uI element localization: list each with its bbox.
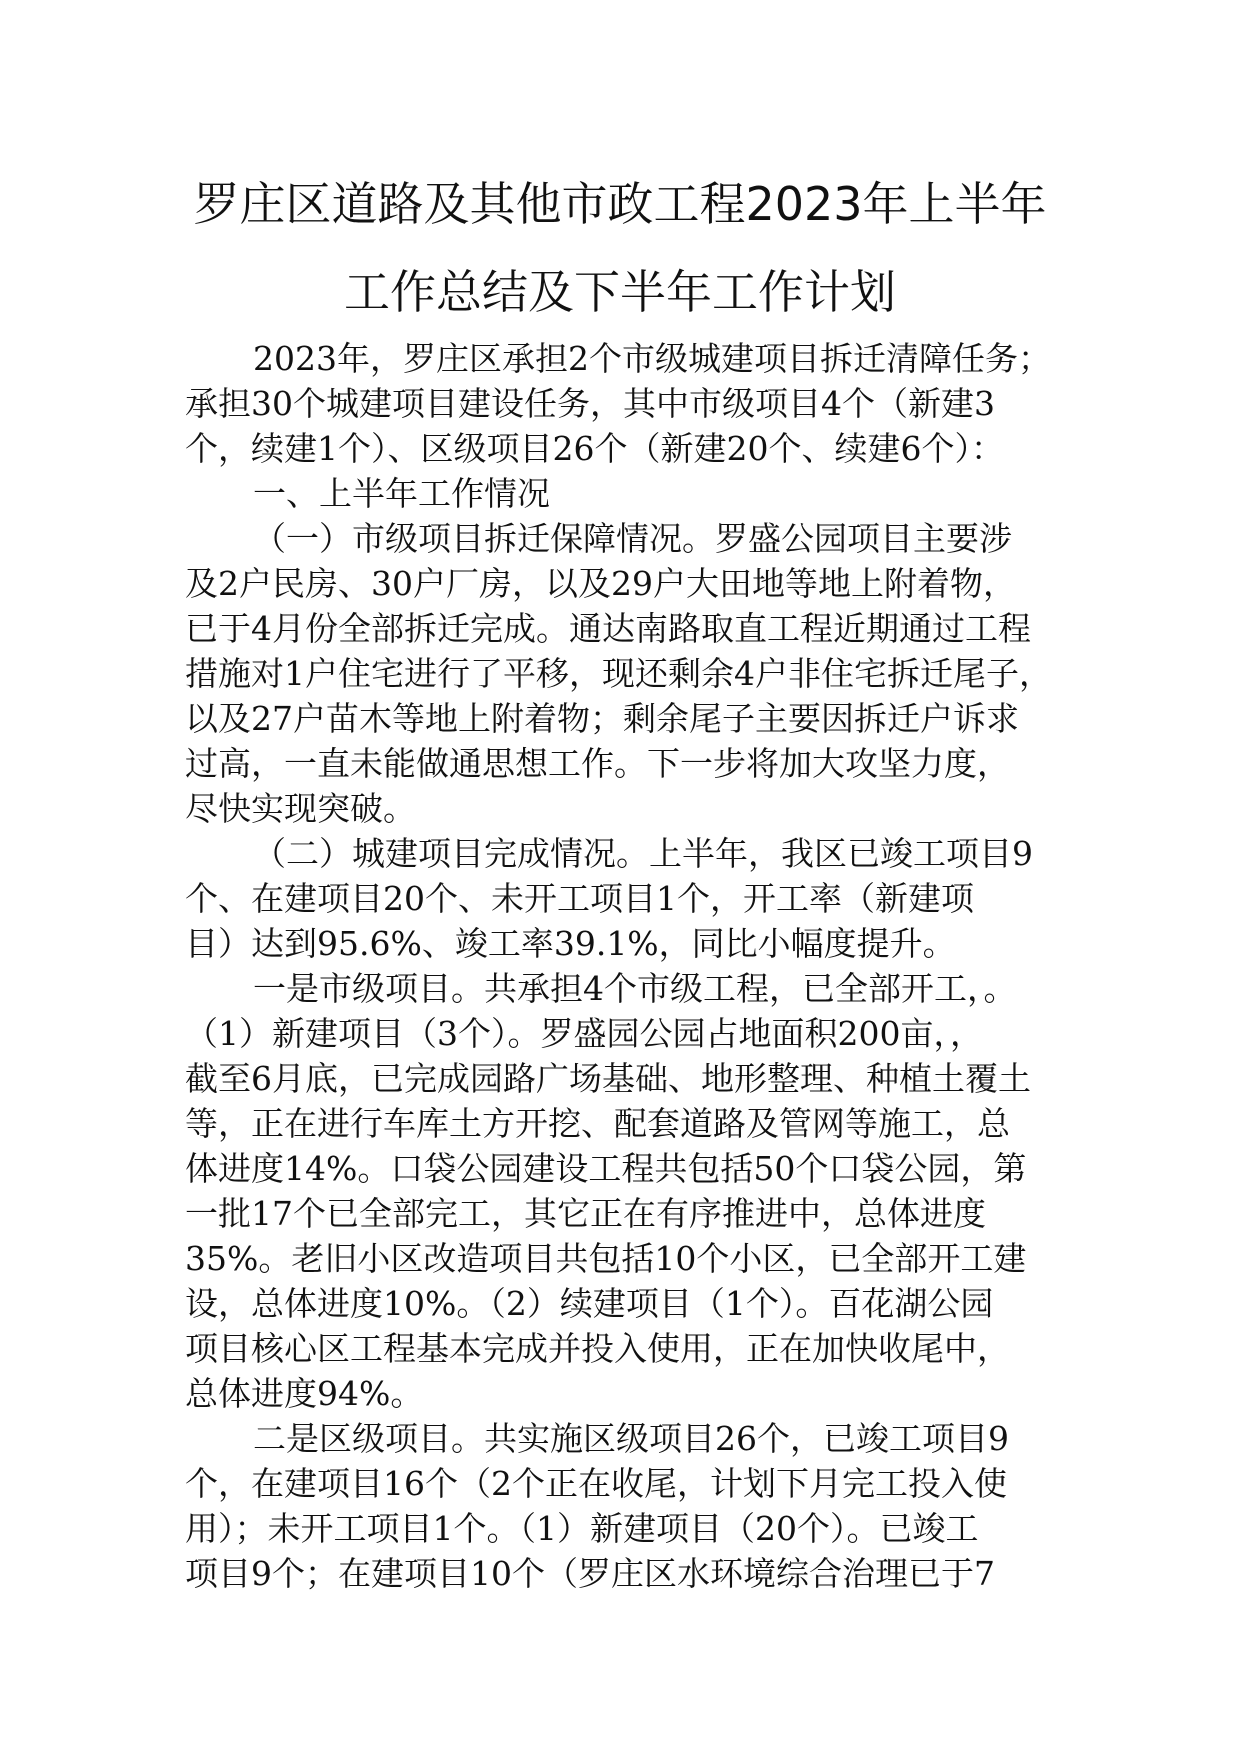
- paragraph-line: 个，续建1个）、区级项目26个（新建20个、续建6个）：: [185, 429, 1004, 468]
- paragraph-line: 个、在建项目20个、未开工项目1个，开工率（新建项: [185, 879, 974, 918]
- paragraph-line: 总体进度94%。: [185, 1374, 424, 1413]
- paragraph-line: 设，总体进度10%。（2）续建项目（1个）。百花湖公园: [185, 1284, 994, 1323]
- paragraph-line: （1）新建项目（3个）。罗盛园公园占地面积200亩，，: [185, 1014, 983, 1053]
- paragraph-line: 体进度14%。口袋公园建设工程共包括50个口袋公园，第: [185, 1149, 1027, 1188]
- paragraph-line: （一）市级项目拆迁保障情况。罗盛公园项目主要涉: [253, 519, 1012, 558]
- title-line-2: 工作总结及下半年工作计划: [344, 265, 896, 319]
- paragraph-line: 个，在建项目16个（2个正在收尾，计划下月完工投入使: [185, 1464, 1007, 1503]
- paragraph-line: （二）城建项目完成情况。上半年，我区已竣工项目9: [253, 834, 1033, 873]
- paragraph-line: 项目9个；在建项目10个（罗庄区水环境综合治理已于7: [185, 1554, 995, 1593]
- paragraph-line: 及2户民房、30户厂房，以及29户大田地等地上附着物，: [185, 564, 1016, 603]
- paragraph-line: 一是市级项目。共承担4个市级工程，已全部开工，。: [253, 969, 1017, 1008]
- paragraph-line: 项目核心区工程基本完成并投入使用，正在加快收尾中，: [185, 1329, 1010, 1368]
- paragraph-line: 已于4月份全部拆迁完成。通达南路取直工程近期通过工程: [185, 609, 1031, 648]
- paragraph-line: 措施对1户住宅进行了平移，现还剩余4户非住宅拆迁尾子，: [185, 654, 1052, 693]
- paragraph-line: 以及27户苗木等地上附着物；剩余尾子主要因拆迁户诉求: [185, 699, 1019, 738]
- section-heading: 一、上半年工作情况: [253, 474, 550, 513]
- paragraph-line: 2023年，罗庄区承担2个市级城建项目拆迁清障任务；: [253, 339, 1051, 378]
- paragraph-line: 用）；未开工项目1个。（1）新建项目（20个）。已竣工: [185, 1509, 979, 1548]
- paragraph-line: 35%。老旧小区改造项目共包括10个小区，已全部开工建: [185, 1239, 1027, 1278]
- title-line-1: 罗庄区道路及其他市政工程2023年上半年: [193, 177, 1047, 231]
- paragraph-line: 二是区级项目。共实施区级项目26个，已竣工项目9: [253, 1419, 1009, 1458]
- paragraph-line: 截至6月底，已完成园路广场基础、地形整理、种植土覆土: [185, 1059, 1031, 1098]
- document-body: [185, 336, 1090, 1596]
- paragraph-line: 尽快实现突破。: [185, 789, 416, 828]
- paragraph-line: 等，正在进行车库土方开挖、配套道路及管网等施工，总: [185, 1104, 1010, 1143]
- paragraph-line: 过高，一直未能做通思想工作。下一步将加大攻坚力度，: [185, 744, 1010, 783]
- paragraph-line: 承担30个城建项目建设任务，其中市级项目4个（新建3: [185, 384, 995, 423]
- document-title: [0, 160, 1240, 336]
- paragraph-line: 一批17个已全部完工，其它正在有序推进中，总体进度: [185, 1194, 986, 1233]
- paragraph-line: 目）达到95.6%、竣工率39.1%，同比小幅度提升。: [185, 924, 956, 963]
